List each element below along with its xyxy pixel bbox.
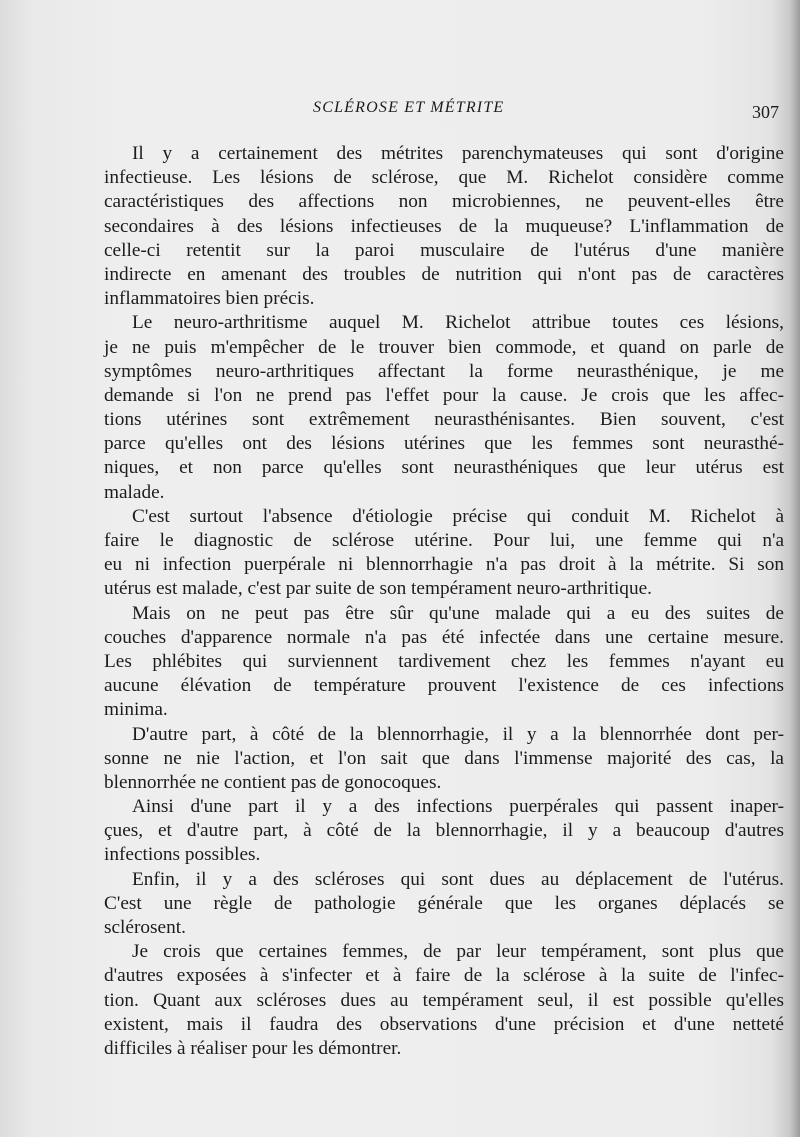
paragraph xyxy=(104,505,784,602)
paragraph xyxy=(104,940,784,1061)
page-number: 307 xyxy=(752,102,779,122)
text-line: difficiles à réaliser pour les démontrer. xyxy=(104,1037,402,1059)
paragraph xyxy=(104,723,784,796)
text-line: parce qu'elles ont des lésions utérines que les femmes sont neurasthé- xyxy=(104,433,784,455)
text-line: aucune élévation de température prouvent l'existence de ces infections xyxy=(104,675,784,697)
text-line: minima. xyxy=(104,699,168,721)
text-line: couches d'apparence normale n'a pas été infectée dans une certaine mesure. xyxy=(104,626,784,648)
text-line: caractéristiques des affections non microbiennes, ne peuvent-elles être xyxy=(104,191,784,213)
text-line: Enfin, il y a des scléroses qui sont dues au déplacement de l'utérus. xyxy=(132,868,784,890)
page-body xyxy=(104,142,784,1061)
text-line: celle-ci retentit sur la paroi musculaire de l'utérus d'une manière xyxy=(104,239,784,261)
text-line: Je crois que certaines femmes, de par leur tempérament, sont plus que xyxy=(132,941,784,963)
text-line: D'autre part, à côté de la blennorrhagie, il y a la blennorrhée dont per- xyxy=(132,723,784,745)
text-line: sonne ne nie l'action, et l'on sait que dans l'immense majorité des cas, la xyxy=(104,747,784,769)
running-header xyxy=(0,99,800,125)
paragraph xyxy=(104,868,784,941)
paragraph xyxy=(104,795,784,868)
text-line: çues, et d'autre part, à côté de la blennorrhagie, il y a beaucoup d'autres xyxy=(104,820,784,842)
text-line: Il y a certainement des métrites parenchymateuses qui sont d'origine xyxy=(132,143,784,164)
text-line: eu ni infection puerpérale ni blennorrhagie n'a pas droit à la métrite. Si son xyxy=(104,554,784,576)
text-line: je ne puis m'empêcher de le trouver bien commode, et quand on parle de xyxy=(104,336,784,358)
text-line: malade. xyxy=(104,481,165,503)
text-line: indirecte en amenant des troubles de nutrition qui n'ont pas de caractères xyxy=(104,263,784,285)
text-line: existent, mais il faudra des observations d'une précision et d'une netteté xyxy=(104,1013,784,1035)
text-line: Les phlébites qui surviennent tardivement chez les femmes n'ayant eu xyxy=(104,650,784,672)
text-line: faire le diagnostic de sclérose utérine. Pour lui, une femme qui n'a xyxy=(104,530,784,551)
text-line: Mais on ne peut pas être sûr qu'une malade qui a eu des suites de xyxy=(132,602,784,624)
paragraph xyxy=(104,142,784,311)
text-line: utérus est malade, c'est par suite de son tempérament neuro-arthritique. xyxy=(104,578,652,600)
text-line: C'est une règle de pathologie générale que les organes déplacés se xyxy=(104,892,784,914)
text-line: blennorrhée ne contient pas de gonocoques. xyxy=(104,771,442,793)
text-line: inflammatoires bien précis. xyxy=(104,288,315,310)
text-line: niques, et non parce qu'elles sont neurasthéniques que leur utérus est xyxy=(104,457,784,479)
paragraph xyxy=(104,602,784,723)
paragraph xyxy=(104,311,784,505)
running-title: SCLÉROSE ET MÉTRITE xyxy=(313,99,505,116)
text-line: secondaires à des lésions infectieuses de la muqueuse? L'inflammation de xyxy=(104,215,784,237)
text-line: infections possibles. xyxy=(104,844,261,866)
text-line: sclérosent. xyxy=(104,917,186,938)
text-line: Ainsi d'une part il y a des infections puerpérales qui passent inaper- xyxy=(132,796,784,818)
text-line: Le neuro-arthritisme auquel M. Richelot attribue toutes ces lésions, xyxy=(132,312,784,334)
text-line: C'est surtout l'absence d'étiologie précise qui conduit M. Richelot à xyxy=(132,505,784,527)
text-line: tion. Quant aux scléroses dues au tempérament seul, il est possible qu'elles xyxy=(104,989,784,1011)
text-line: infectieuse. Les lésions de sclérose, que M. Richelot considère comme xyxy=(104,167,784,189)
text-line: symptômes neuro-arthritiques affectant la forme neurasthénique, je me xyxy=(104,360,784,382)
text-line: demande si l'on ne prend pas l'effet pour la cause. Je crois que les affec- xyxy=(104,384,784,406)
text-line: d'autres exposées à s'infecter et à faire de la sclérose à la suite de l'infec- xyxy=(104,965,784,987)
text-line: tions utérines sont extrêmement neurasthénisantes. Bien souvent, c'est xyxy=(104,409,784,431)
